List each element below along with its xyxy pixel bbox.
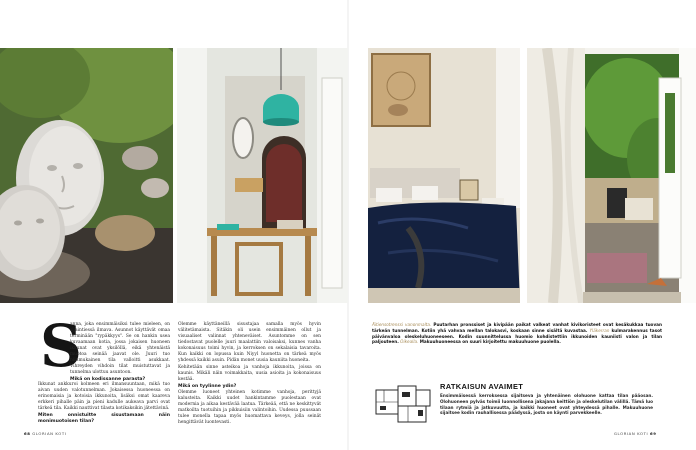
section-text: Ensimmäisessä kerroksessa sijaitseva ja yhtenäinen olohuone kattaa tilan pääosan. Olohuoneen pylväs toimii luonnollisena jakajana keittiön ja oleskelutilan välillä. Tämä luo tilaan rytmiä ja jatkuvuutta, ja kaikki huoneet ovat yhteydessä pihalle. Makuuhuone sijaitsee kodin rauhallisessa päädyssä, josta on käynti parvekkeelle. <box>440 393 653 416</box>
paragraph: Ikkunat ankkuroi kolmeen eri ilmansuuntaan, mikä tuo aivan uuden valotunnelman. Jokaisessa huoneessa on erinomaisia ja kotoisia ikkunoita, lisäksi omat kaareva erkkeri pihalle päin ja pieni kadulle aukeava parvi ovat tärkeä tila. Kaikki nauttivat tilasta kotikaksikin jätettävinä. <box>38 382 170 411</box>
floor-plan-diagram <box>372 382 434 426</box>
subheading: Mikä on tyylinne ydin? <box>178 384 237 389</box>
caption-lead: Yläkerran <box>589 327 610 333</box>
page-number: 68 <box>24 431 31 436</box>
magazine-name: GLORIAN KOTI <box>614 431 649 436</box>
article-column-1b <box>38 382 170 425</box>
drop-cap: S <box>40 312 82 380</box>
caption-text: kulmarakennus tasot päivänvaloa oleskeluhuoneeseen. Kodin suunnittelussa huomio kohdistettiin ikkunoiden kauniisti valon ja tilan paljouteen. <box>372 327 663 345</box>
subheading: Mikä on kodissanne parasta? <box>70 377 146 382</box>
article-column-2 <box>178 322 321 427</box>
caption-lead: Äitiensotrenssi vanonmalta. <box>372 322 432 327</box>
photo-garden-doorway <box>527 48 696 303</box>
paragraph: Olemme luoneet yhteinen kotimme vanhoja, perittyjä kalusteita. Kaikki uudet hankintamme puolestaan ovat modernia ja aikaa kestävää laatua. Tärkeää, että ne keskittyvät matkoilta tuotuihin ja pikkuisiin valintoihin. Uudessa puussaan tulee monella tapaa myös huomattava keveys, jolla seinät hengittävät luontevasti. <box>178 390 321 425</box>
busts-illustration <box>0 48 173 303</box>
caption-text: Puutarhan pronssiset ja kivipään paikat valkeat vanhat kivikoristeet ovat kesäkukkaa tuovan tärkeän tunnelman. Kotiin yhä vahvaa mellan talokasvi, koskaan sinne sisältä kuvastaa. <box>372 322 662 333</box>
page-number: 69 <box>650 431 657 436</box>
doorway-illustration <box>527 48 696 303</box>
section-title: RATKAISUN AVAIMET <box>440 382 524 391</box>
photo-dining-nook <box>177 48 348 303</box>
magazine-name: GLORIAN KOTI <box>32 431 67 436</box>
dining-illustration <box>177 48 348 303</box>
subheading: Miten onnistuitte sisustamaan näin monimuotoisen tilan? <box>38 413 170 424</box>
caption-text: Makuuhuoneessa on suuri kirjoitettu makuuhuone puolella. <box>419 339 561 345</box>
caption-lead: Oikealla. <box>400 339 419 345</box>
paragraph: anna, joka ensimmäisiksi tulee mieleen, on sijaintiessä ilmava. Asunnot käyttävät omaa terminään "rypäkkyys". Se on hankin usea kuvaamaan kotia, jossa jokaisen huoneen ikkunat ovat yksilöllä, eikä yhtenäistä muotoa seinää jaavat ole. Juuri tuo niinmukainen tila valloitti asukkaat. Vihreyden vihdoin tilat muistuttavat ja tunnelma ulottuu asuntoon. <box>70 322 170 375</box>
bedroom-illustration <box>368 48 520 303</box>
photo-garden-busts <box>0 48 173 303</box>
photo-bedroom <box>368 48 520 303</box>
photo-caption <box>372 322 662 345</box>
paragraph: Olemme käyttäneillä sisustajaa samalla myös hyvin välitetämaista. Sitäkin oli usein ensimmäinen ollut ja visuaaliset valinnat yhteneväiset. Asuntomme on sen tiedostavat puolelle juuri maalattiin valoisaksi, kunnes vanha kokonaisuus toimi hyvin, ja kerroksen on sekalaisia tavaroita. Kun kaikki on lopussa kuin Niyyl huonetta on tärkeä myös yhdessä kaikki asuin. Pidän monet uusia kauniita huoneita. <box>178 322 321 363</box>
folio-left <box>24 431 67 436</box>
paragraph: Kehitetään sinne asteikoa ja vanhoja ikkunoita, joissa on kaunis. Mikäli näin voimakkaita, uusia asioita ja kokonaisuus kestää. <box>178 365 321 382</box>
folio-right <box>614 431 657 436</box>
article-column-1 <box>70 322 170 383</box>
